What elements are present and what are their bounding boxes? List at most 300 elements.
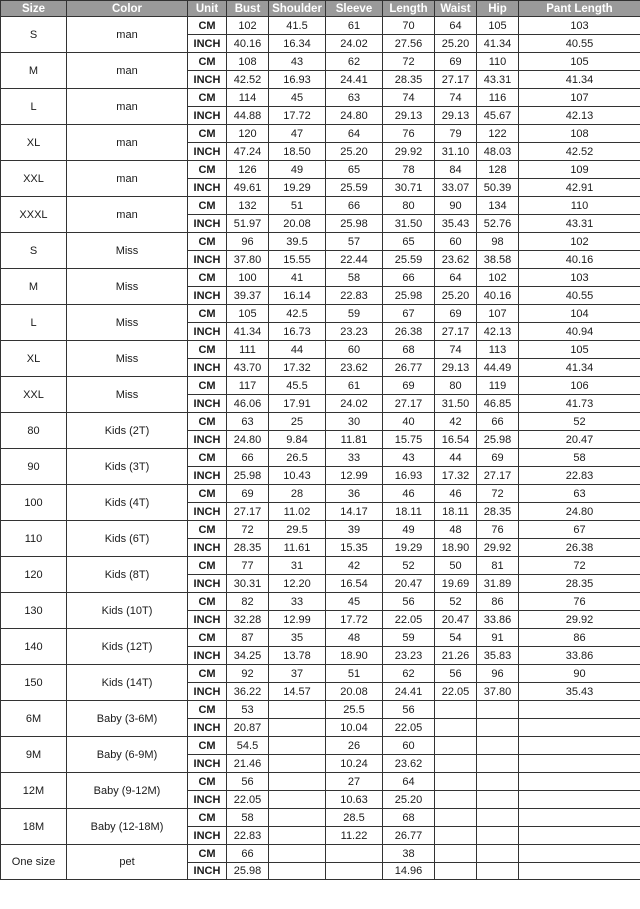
- shoulder-cm-cell: 33: [269, 593, 326, 611]
- bust-inch-cell: 32.28: [227, 611, 269, 629]
- length-cm-cell: 49: [383, 521, 435, 539]
- waist-cm-cell: [435, 773, 477, 791]
- bust-inch-cell: 43.70: [227, 359, 269, 377]
- unit-cell-inch: INCH: [188, 35, 227, 53]
- shoulder-inch-cell: 17.32: [269, 359, 326, 377]
- table-row-cm: [1, 125, 640, 143]
- waist-inch-cell: 22.05: [435, 683, 477, 701]
- unit-cell-inch: INCH: [188, 755, 227, 773]
- waist-inch-cell: 35.43: [435, 215, 477, 233]
- shoulder-cm-cell: 25: [269, 413, 326, 431]
- table-row-cm: [1, 773, 640, 791]
- shoulder-inch-cell: [269, 791, 326, 809]
- bust-cm-cell: 63: [227, 413, 269, 431]
- pant-length-cm-cell: 105: [519, 53, 640, 71]
- waist-inch-cell: 16.54: [435, 431, 477, 449]
- shoulder-inch-cell: 16.34: [269, 35, 326, 53]
- color-cell: Kids (4T): [67, 485, 188, 521]
- unit-cell-cm: CM: [188, 53, 227, 71]
- sleeve-inch-cell: 25.59: [326, 179, 383, 197]
- length-inch-cell: 19.29: [383, 539, 435, 557]
- waist-cm-cell: 44: [435, 449, 477, 467]
- unit-cell-cm: CM: [188, 17, 227, 35]
- hip-cm-cell: 76: [477, 521, 519, 539]
- pant-length-cm-cell: 104: [519, 305, 640, 323]
- unit-cell-inch: INCH: [188, 647, 227, 665]
- bust-inch-cell: 34.25: [227, 647, 269, 665]
- table-row-cm: [1, 809, 640, 827]
- sleeve-inch-cell: 10.24: [326, 755, 383, 773]
- sleeve-cm-cell: 33: [326, 449, 383, 467]
- color-cell: Kids (3T): [67, 449, 188, 485]
- shoulder-cm-cell: 31: [269, 557, 326, 575]
- pant-length-inch-cell: 40.16: [519, 251, 640, 269]
- bust-cm-cell: 126: [227, 161, 269, 179]
- sleeve-inch-cell: 24.41: [326, 71, 383, 89]
- bust-cm-cell: 66: [227, 845, 269, 863]
- size-cell: L: [1, 305, 67, 341]
- length-cm-cell: 59: [383, 629, 435, 647]
- waist-cm-cell: [435, 809, 477, 827]
- waist-cm-cell: 64: [435, 269, 477, 287]
- bust-cm-cell: 53: [227, 701, 269, 719]
- hip-inch-cell: 33.86: [477, 611, 519, 629]
- waist-cm-cell: 64: [435, 17, 477, 35]
- size-cell: 6M: [1, 701, 67, 737]
- hip-cm-cell: 116: [477, 89, 519, 107]
- pant-length-inch-cell: [519, 863, 640, 880]
- table-row-cm: [1, 449, 640, 467]
- pant-length-cm-cell: [519, 737, 640, 755]
- waist-inch-cell: [435, 719, 477, 737]
- sleeve-cm-cell: 45: [326, 593, 383, 611]
- sleeve-cm-cell: 30: [326, 413, 383, 431]
- bust-inch-cell: 47.24: [227, 143, 269, 161]
- waist-cm-cell: 50: [435, 557, 477, 575]
- color-cell: man: [67, 17, 188, 53]
- hip-cm-cell: [477, 737, 519, 755]
- pant-length-cm-cell: 86: [519, 629, 640, 647]
- size-cell: 110: [1, 521, 67, 557]
- length-inch-cell: 25.20: [383, 791, 435, 809]
- shoulder-inch-cell: 13.78: [269, 647, 326, 665]
- sleeve-cm-cell: 51: [326, 665, 383, 683]
- length-cm-cell: 70: [383, 17, 435, 35]
- pant-length-cm-cell: 108: [519, 125, 640, 143]
- hip-cm-cell: [477, 701, 519, 719]
- unit-cell-cm: CM: [188, 629, 227, 647]
- length-inch-cell: 26.38: [383, 323, 435, 341]
- bust-inch-cell: 30.31: [227, 575, 269, 593]
- length-cm-cell: 65: [383, 233, 435, 251]
- pant-length-inch-cell: [519, 719, 640, 737]
- sleeve-cm-cell: 60: [326, 341, 383, 359]
- hip-cm-cell: 107: [477, 305, 519, 323]
- length-inch-cell: 18.11: [383, 503, 435, 521]
- length-inch-cell: 23.62: [383, 755, 435, 773]
- bust-cm-cell: 102: [227, 17, 269, 35]
- pant-length-cm-cell: 63: [519, 485, 640, 503]
- bust-inch-cell: 27.17: [227, 503, 269, 521]
- bust-cm-cell: 54.5: [227, 737, 269, 755]
- bust-inch-cell: 25.98: [227, 863, 269, 880]
- pant-length-cm-cell: 103: [519, 17, 640, 35]
- bust-inch-cell: 28.35: [227, 539, 269, 557]
- shoulder-cm-cell: 41: [269, 269, 326, 287]
- hip-inch-cell: 43.31: [477, 71, 519, 89]
- shoulder-cm-cell: 39.5: [269, 233, 326, 251]
- pant-length-inch-cell: 41.34: [519, 71, 640, 89]
- bust-cm-cell: 111: [227, 341, 269, 359]
- length-inch-cell: 27.17: [383, 395, 435, 413]
- unit-cell-cm: CM: [188, 737, 227, 755]
- unit-cell-cm: CM: [188, 665, 227, 683]
- unit-cell-cm: CM: [188, 773, 227, 791]
- color-cell: Baby (12-18M): [67, 809, 188, 845]
- unit-cell-cm: CM: [188, 305, 227, 323]
- hip-inch-cell: 27.17: [477, 467, 519, 485]
- length-inch-cell: 16.93: [383, 467, 435, 485]
- pant-length-inch-cell: 42.91: [519, 179, 640, 197]
- unit-cell-inch: INCH: [188, 143, 227, 161]
- sleeve-cm-cell: 48: [326, 629, 383, 647]
- size-cell: 12M: [1, 773, 67, 809]
- pant-length-cm-cell: [519, 773, 640, 791]
- table-header: [1, 1, 640, 17]
- pant-length-inch-cell: 33.86: [519, 647, 640, 665]
- waist-inch-cell: 19.69: [435, 575, 477, 593]
- length-inch-cell: 30.71: [383, 179, 435, 197]
- shoulder-inch-cell: 20.08: [269, 215, 326, 233]
- waist-inch-cell: 29.13: [435, 107, 477, 125]
- sleeve-inch-cell: 15.35: [326, 539, 383, 557]
- hip-cm-cell: 134: [477, 197, 519, 215]
- color-cell: man: [67, 89, 188, 125]
- color-cell: pet: [67, 845, 188, 880]
- hip-cm-cell: 113: [477, 341, 519, 359]
- shoulder-cm-cell: 49: [269, 161, 326, 179]
- shoulder-inch-cell: 17.91: [269, 395, 326, 413]
- unit-cell-inch: INCH: [188, 575, 227, 593]
- length-cm-cell: 76: [383, 125, 435, 143]
- size-cell: 100: [1, 485, 67, 521]
- hip-cm-cell: 72: [477, 485, 519, 503]
- header-waist: Waist: [435, 1, 477, 17]
- waist-cm-cell: 54: [435, 629, 477, 647]
- pant-length-cm-cell: 58: [519, 449, 640, 467]
- table-row-cm: [1, 557, 640, 575]
- unit-cell-cm: CM: [188, 197, 227, 215]
- bust-cm-cell: 77: [227, 557, 269, 575]
- unit-cell-cm: CM: [188, 89, 227, 107]
- waist-inch-cell: 21.26: [435, 647, 477, 665]
- hip-inch-cell: 40.16: [477, 287, 519, 305]
- length-cm-cell: 56: [383, 593, 435, 611]
- unit-cell-cm: CM: [188, 809, 227, 827]
- shoulder-inch-cell: 14.57: [269, 683, 326, 701]
- unit-cell-cm: CM: [188, 269, 227, 287]
- length-inch-cell: 26.77: [383, 827, 435, 845]
- color-cell: Baby (3-6M): [67, 701, 188, 737]
- waist-inch-cell: 20.47: [435, 611, 477, 629]
- waist-inch-cell: 23.62: [435, 251, 477, 269]
- size-cell: S: [1, 17, 67, 53]
- bust-inch-cell: 22.05: [227, 791, 269, 809]
- color-cell: Kids (8T): [67, 557, 188, 593]
- color-cell: Miss: [67, 377, 188, 413]
- pant-length-cm-cell: 90: [519, 665, 640, 683]
- table-row-cm: [1, 413, 640, 431]
- length-cm-cell: 60: [383, 737, 435, 755]
- header-shoulder: Shoulder: [269, 1, 326, 17]
- size-cell: 150: [1, 665, 67, 701]
- bust-cm-cell: 120: [227, 125, 269, 143]
- pant-length-inch-cell: 40.55: [519, 287, 640, 305]
- bust-inch-cell: 41.34: [227, 323, 269, 341]
- bust-inch-cell: 37.80: [227, 251, 269, 269]
- sleeve-inch-cell: [326, 863, 383, 880]
- length-inch-cell: 31.50: [383, 215, 435, 233]
- hip-cm-cell: 105: [477, 17, 519, 35]
- bust-cm-cell: 132: [227, 197, 269, 215]
- pant-length-inch-cell: [519, 791, 640, 809]
- table-row-cm: [1, 305, 640, 323]
- unit-cell-inch: INCH: [188, 359, 227, 377]
- waist-cm-cell: 84: [435, 161, 477, 179]
- shoulder-cm-cell: 29.5: [269, 521, 326, 539]
- length-inch-cell: 25.98: [383, 287, 435, 305]
- sleeve-cm-cell: [326, 845, 383, 863]
- unit-cell-inch: INCH: [188, 863, 227, 880]
- waist-cm-cell: 46: [435, 485, 477, 503]
- size-cell: XXL: [1, 377, 67, 413]
- waist-inch-cell: 27.17: [435, 71, 477, 89]
- table-row-cm: [1, 845, 640, 863]
- length-inch-cell: 14.96: [383, 863, 435, 880]
- table-row-cm: [1, 17, 640, 35]
- waist-inch-cell: 31.50: [435, 395, 477, 413]
- sleeve-cm-cell: 59: [326, 305, 383, 323]
- unit-cell-inch: INCH: [188, 611, 227, 629]
- size-cell: XXL: [1, 161, 67, 197]
- shoulder-cm-cell: 35: [269, 629, 326, 647]
- bust-inch-cell: 36.22: [227, 683, 269, 701]
- waist-inch-cell: 29.13: [435, 359, 477, 377]
- sleeve-inch-cell: 18.90: [326, 647, 383, 665]
- length-inch-cell: 22.05: [383, 611, 435, 629]
- shoulder-cm-cell: [269, 845, 326, 863]
- length-inch-cell: 29.13: [383, 107, 435, 125]
- waist-inch-cell: 31.10: [435, 143, 477, 161]
- waist-cm-cell: 69: [435, 305, 477, 323]
- pant-length-cm-cell: 106: [519, 377, 640, 395]
- shoulder-inch-cell: 18.50: [269, 143, 326, 161]
- shoulder-inch-cell: 10.43: [269, 467, 326, 485]
- sleeve-inch-cell: 24.02: [326, 35, 383, 53]
- hip-cm-cell: 102: [477, 269, 519, 287]
- length-inch-cell: 20.47: [383, 575, 435, 593]
- shoulder-inch-cell: [269, 827, 326, 845]
- sleeve-inch-cell: 22.44: [326, 251, 383, 269]
- bust-cm-cell: 66: [227, 449, 269, 467]
- waist-inch-cell: 33.07: [435, 179, 477, 197]
- pant-length-cm-cell: [519, 845, 640, 863]
- length-cm-cell: 68: [383, 341, 435, 359]
- shoulder-inch-cell: 16.93: [269, 71, 326, 89]
- hip-inch-cell: 35.83: [477, 647, 519, 665]
- unit-cell-inch: INCH: [188, 179, 227, 197]
- unit-cell-inch: INCH: [188, 827, 227, 845]
- length-inch-cell: 26.77: [383, 359, 435, 377]
- table-row-cm: [1, 197, 640, 215]
- hip-cm-cell: 66: [477, 413, 519, 431]
- hip-inch-cell: 48.03: [477, 143, 519, 161]
- sleeve-cm-cell: 64: [326, 125, 383, 143]
- header-bust: Bust: [227, 1, 269, 17]
- unit-cell-cm: CM: [188, 485, 227, 503]
- length-inch-cell: 15.75: [383, 431, 435, 449]
- length-inch-cell: 27.56: [383, 35, 435, 53]
- sleeve-cm-cell: 26: [326, 737, 383, 755]
- sleeve-inch-cell: 20.08: [326, 683, 383, 701]
- hip-cm-cell: 119: [477, 377, 519, 395]
- sleeve-cm-cell: 28.5: [326, 809, 383, 827]
- pant-length-inch-cell: 41.73: [519, 395, 640, 413]
- color-cell: Kids (14T): [67, 665, 188, 701]
- length-cm-cell: 74: [383, 89, 435, 107]
- sleeve-cm-cell: 62: [326, 53, 383, 71]
- bust-inch-cell: 49.61: [227, 179, 269, 197]
- waist-cm-cell: 52: [435, 593, 477, 611]
- unit-cell-inch: INCH: [188, 683, 227, 701]
- unit-cell-inch: INCH: [188, 791, 227, 809]
- hip-cm-cell: 110: [477, 53, 519, 71]
- color-cell: Miss: [67, 305, 188, 341]
- table-row-cm: [1, 377, 640, 395]
- waist-cm-cell: 56: [435, 665, 477, 683]
- waist-cm-cell: [435, 701, 477, 719]
- sleeve-cm-cell: 36: [326, 485, 383, 503]
- bust-cm-cell: 92: [227, 665, 269, 683]
- unit-cell-cm: CM: [188, 125, 227, 143]
- unit-cell-inch: INCH: [188, 107, 227, 125]
- pant-length-inch-cell: 26.38: [519, 539, 640, 557]
- sleeve-cm-cell: 65: [326, 161, 383, 179]
- sleeve-inch-cell: 11.22: [326, 827, 383, 845]
- pant-length-inch-cell: [519, 755, 640, 773]
- shoulder-cm-cell: 42.5: [269, 305, 326, 323]
- shoulder-cm-cell: [269, 737, 326, 755]
- sleeve-cm-cell: 63: [326, 89, 383, 107]
- size-cell: XL: [1, 125, 67, 161]
- shoulder-inch-cell: [269, 719, 326, 737]
- waist-cm-cell: [435, 737, 477, 755]
- pant-length-cm-cell: 67: [519, 521, 640, 539]
- waist-inch-cell: [435, 863, 477, 880]
- hip-inch-cell: [477, 863, 519, 880]
- color-cell: Baby (6-9M): [67, 737, 188, 773]
- sleeve-inch-cell: 23.62: [326, 359, 383, 377]
- hip-inch-cell: 41.34: [477, 35, 519, 53]
- waist-inch-cell: [435, 827, 477, 845]
- length-inch-cell: 23.23: [383, 647, 435, 665]
- unit-cell-inch: INCH: [188, 431, 227, 449]
- bust-cm-cell: 108: [227, 53, 269, 71]
- bust-inch-cell: 24.80: [227, 431, 269, 449]
- shoulder-cm-cell: [269, 773, 326, 791]
- waist-cm-cell: 74: [435, 89, 477, 107]
- pant-length-inch-cell: 29.92: [519, 611, 640, 629]
- sleeve-cm-cell: 39: [326, 521, 383, 539]
- bust-inch-cell: 44.88: [227, 107, 269, 125]
- pant-length-inch-cell: 41.34: [519, 359, 640, 377]
- header-row: [1, 1, 640, 17]
- length-cm-cell: 66: [383, 269, 435, 287]
- length-cm-cell: 46: [383, 485, 435, 503]
- unit-cell-cm: CM: [188, 341, 227, 359]
- hip-inch-cell: 42.13: [477, 323, 519, 341]
- hip-inch-cell: 44.49: [477, 359, 519, 377]
- size-cell: L: [1, 89, 67, 125]
- bust-inch-cell: 42.52: [227, 71, 269, 89]
- table-row-cm: [1, 89, 640, 107]
- color-cell: Kids (2T): [67, 413, 188, 449]
- length-cm-cell: 62: [383, 665, 435, 683]
- hip-cm-cell: 81: [477, 557, 519, 575]
- size-cell: 9M: [1, 737, 67, 773]
- unit-cell-inch: INCH: [188, 71, 227, 89]
- header-sleeve: Sleeve: [326, 1, 383, 17]
- color-cell: man: [67, 125, 188, 161]
- waist-cm-cell: [435, 845, 477, 863]
- bust-cm-cell: 105: [227, 305, 269, 323]
- waist-cm-cell: 79: [435, 125, 477, 143]
- hip-inch-cell: 46.85: [477, 395, 519, 413]
- shoulder-inch-cell: [269, 755, 326, 773]
- pant-length-cm-cell: 109: [519, 161, 640, 179]
- bust-cm-cell: 96: [227, 233, 269, 251]
- table-row-cm: [1, 53, 640, 71]
- size-cell: 80: [1, 413, 67, 449]
- waist-cm-cell: 80: [435, 377, 477, 395]
- length-cm-cell: 38: [383, 845, 435, 863]
- size-cell: 130: [1, 593, 67, 629]
- hip-inch-cell: [477, 827, 519, 845]
- size-cell: 120: [1, 557, 67, 593]
- waist-inch-cell: 25.20: [435, 287, 477, 305]
- table-row-cm: [1, 341, 640, 359]
- table-row-cm: [1, 593, 640, 611]
- hip-inch-cell: 45.67: [477, 107, 519, 125]
- color-cell: man: [67, 161, 188, 197]
- waist-cm-cell: 48: [435, 521, 477, 539]
- sleeve-inch-cell: 10.04: [326, 719, 383, 737]
- sleeve-inch-cell: 23.23: [326, 323, 383, 341]
- length-cm-cell: 80: [383, 197, 435, 215]
- shoulder-cm-cell: 43: [269, 53, 326, 71]
- hip-cm-cell: [477, 773, 519, 791]
- waist-inch-cell: 17.32: [435, 467, 477, 485]
- shoulder-cm-cell: 47: [269, 125, 326, 143]
- shoulder-cm-cell: 37: [269, 665, 326, 683]
- hip-inch-cell: 29.92: [477, 539, 519, 557]
- waist-inch-cell: 25.20: [435, 35, 477, 53]
- length-cm-cell: 68: [383, 809, 435, 827]
- sleeve-cm-cell: 61: [326, 377, 383, 395]
- bust-inch-cell: 46.06: [227, 395, 269, 413]
- shoulder-inch-cell: 19.29: [269, 179, 326, 197]
- sleeve-cm-cell: 57: [326, 233, 383, 251]
